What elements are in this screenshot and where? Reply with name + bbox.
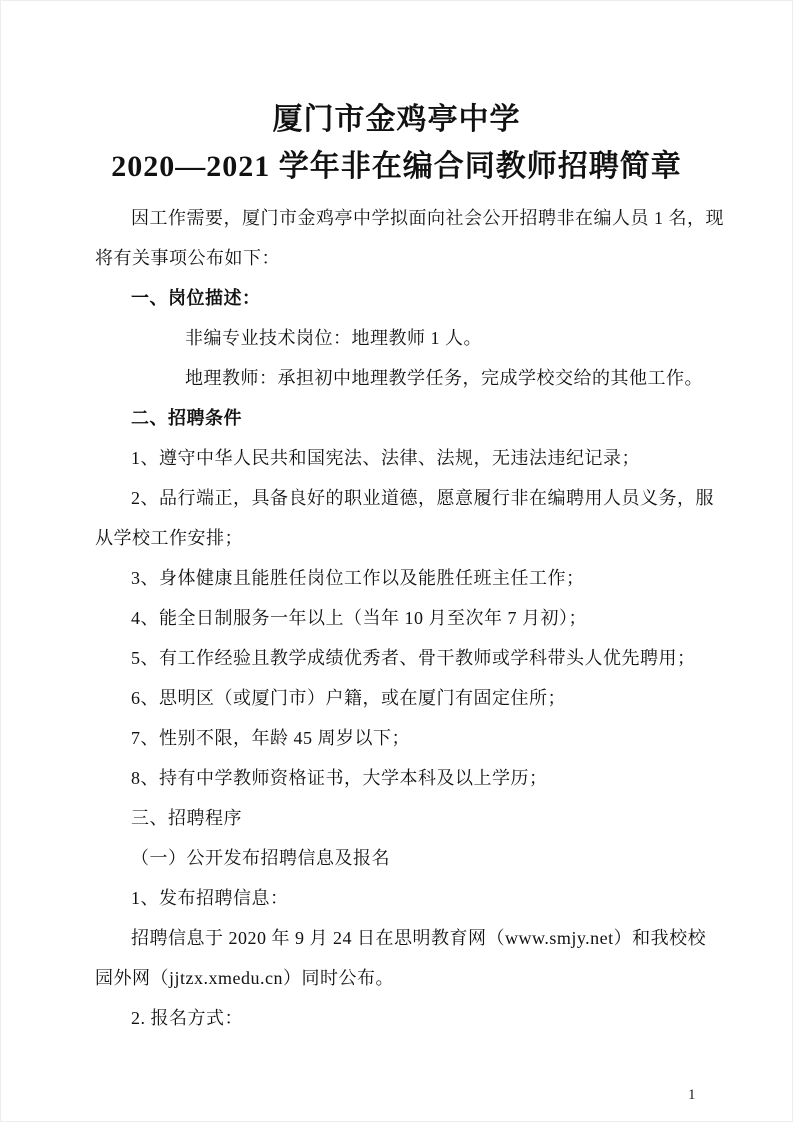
section-2-heading: 二、招聘条件 (131, 408, 242, 428)
document-title (0, 96, 793, 190)
intro-line-1: 因工作需要，厦门市金鸡亭中学拟面向社会公开招聘非在编人员 1 名，现 (131, 208, 724, 228)
condition-item-7: 7、性别不限，年龄 45 周岁以下； (131, 728, 410, 748)
document-title-line-1: 厦门市金鸡亭中学 (272, 103, 521, 136)
condition-item-2: 2、品行端正，具备良好的职业道德，愿意履行非在编聘用人员义务，服 (131, 488, 714, 508)
section-3-heading: 三、招聘程序 (131, 808, 242, 828)
condition-item-2-continuation: 从学校工作安排； (95, 528, 243, 548)
condition-item-5: 5、有工作经验且教学成绩优秀者、骨干教师或学科带头人优先聘用； (131, 648, 696, 668)
subsection-1-title: （一）公开发布招聘信息及报名 (131, 848, 390, 868)
announcement-line-2: 园外网（jjtzx.xmedu.cn）同时公布。 (95, 968, 394, 988)
intro-line-2: 将有关事项公布如下： (95, 248, 280, 268)
document-body (95, 198, 724, 1038)
section-1-heading: 一、岗位描述： (131, 288, 261, 308)
step-2-title: 2. 报名方式： (131, 1008, 243, 1028)
condition-item-3: 3、身体健康且能胜任岗位工作以及能胜任班主任工作； (131, 568, 585, 588)
condition-item-8: 8、持有中学教师资格证书，大学本科及以上学历； (131, 768, 548, 788)
condition-item-4: 4、能全日制服务一年以上（当年 10 月至次年 7 月初）； (131, 608, 587, 628)
position-description-line: 非编专业技术岗位：地理教师 1 人。 (185, 328, 482, 348)
announcement-line-1: 招聘信息于 2020 年 9 月 24 日在思明教育网（www.smjy.net）和我校校 (131, 928, 707, 948)
step-1-title: 1、发布招聘信息： (131, 888, 289, 908)
document-title-line-2: 2020—2021 学年非在编合同教师招聘简章 (111, 150, 682, 183)
condition-item-6: 6、思明区（或厦门市）户籍，或在厦门有固定住所； (131, 688, 566, 708)
page-number: 1 (688, 1087, 696, 1103)
condition-item-1: 1、遵守中华人民共和国宪法、法律、法规，无违法违纪记录； (131, 448, 640, 468)
position-duty-line: 地理教师：承担初中地理教学任务，完成学校交给的其他工作。 (185, 368, 703, 388)
